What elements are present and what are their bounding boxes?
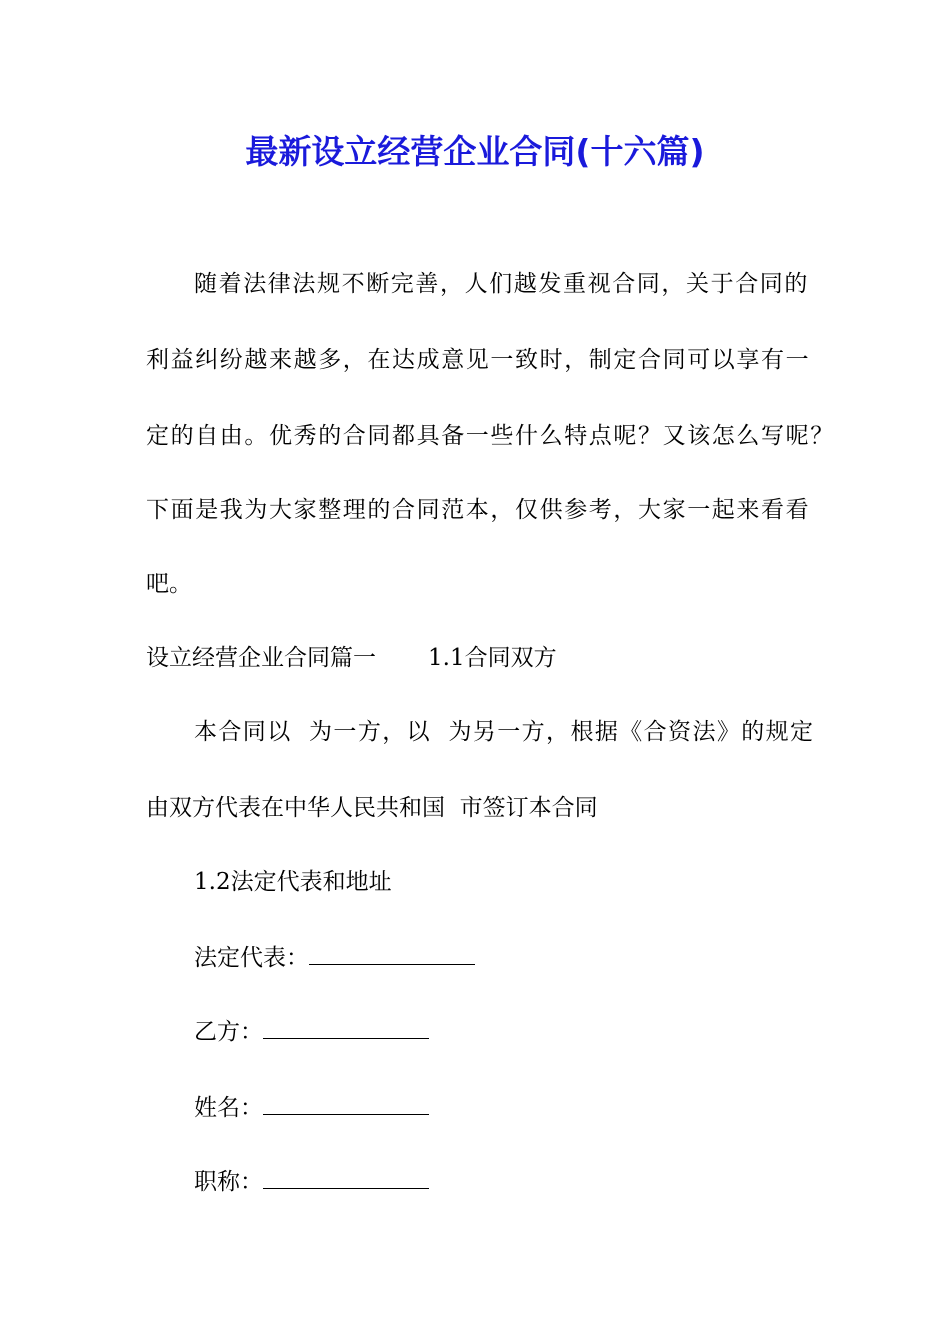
clause-1-1-line-1: 本合同以 为一方，以 为另一方，根据《合资法》的规定 bbox=[194, 719, 815, 745]
fill-in-blank-line[interactable] bbox=[263, 1166, 429, 1189]
intro-line-1: 随着法律法规不断完善，人们越发重视合同，关于合同的 bbox=[194, 271, 809, 297]
section-heading: 设立经营企业合同篇一 bbox=[146, 645, 376, 671]
intro-line-5: 吧。 bbox=[146, 571, 192, 597]
field-name bbox=[194, 1092, 429, 1124]
fill-in-blank-line[interactable] bbox=[309, 942, 475, 965]
field-label: 法定代表： bbox=[194, 945, 309, 971]
fill-in-blank-line[interactable] bbox=[263, 1092, 429, 1115]
intro-line-2: 利益纠纷越来越多，在达成意见一致时，制定合同可以享有一 bbox=[146, 347, 811, 373]
intro-line-3: 定的自由。优秀的合同都具备一些什么特点呢？又该怎么写呢？ bbox=[146, 423, 835, 449]
field-job-title bbox=[194, 1166, 429, 1198]
fill-in-blank-line[interactable] bbox=[263, 1016, 429, 1039]
document-title: 最新设立经营企业合同(十六篇) bbox=[245, 132, 705, 171]
intro-line-4: 下面是我为大家整理的合同范本，仅供参考，大家一起来看看 bbox=[146, 497, 811, 523]
field-label: 姓名： bbox=[194, 1095, 263, 1121]
section-heading-row bbox=[146, 642, 557, 674]
field-legal-representative bbox=[194, 942, 475, 974]
clause-1-2-title: 1.2法定代表和地址 bbox=[194, 869, 392, 895]
field-label: 乙方： bbox=[194, 1019, 263, 1045]
clause-1-1-title: 1.1合同双方 bbox=[428, 645, 557, 671]
field-label: 职称： bbox=[194, 1169, 263, 1195]
field-party-b bbox=[194, 1016, 429, 1048]
clause-1-1-line-2: 由双方代表在中华人民共和国 市签订本合同 bbox=[146, 795, 598, 821]
